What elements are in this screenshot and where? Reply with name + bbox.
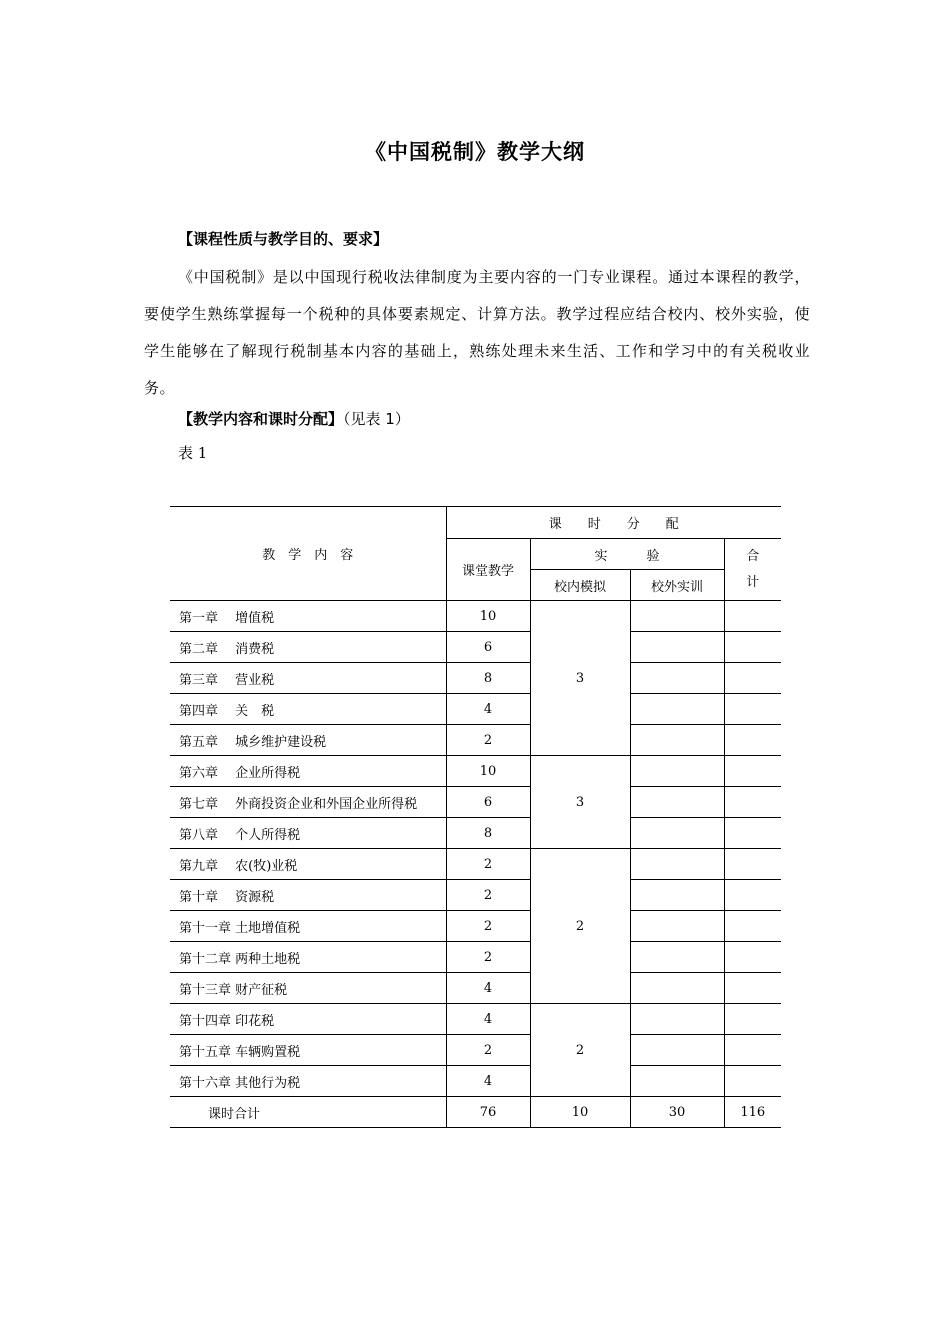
totals-total: 116 [724,1097,781,1128]
on-campus-hours-cell: 3 [530,756,630,849]
table-row [170,632,781,663]
table-body [170,601,781,1097]
table-row [170,601,781,632]
row-total-cell [724,787,781,818]
row-total-cell [724,911,781,942]
classroom-hours-cell: 2 [446,942,530,973]
off-campus-hours-cell [630,942,724,973]
classroom-hours-cell: 8 [446,818,530,849]
row-total-cell [724,818,781,849]
off-campus-hours-cell [630,1004,724,1035]
classroom-hours-cell: 6 [446,787,530,818]
row-total-cell [724,694,781,725]
row-total-cell [724,756,781,787]
section-heading-text: 【教学内容和课时分配】 [178,410,344,428]
off-campus-hours-cell [630,725,724,756]
table-row [170,973,781,1004]
table-row [170,880,781,911]
row-total-cell [724,725,781,756]
off-campus-hours-cell [630,849,724,880]
classroom-hours-cell: 2 [446,880,530,911]
chapter-cell: 第五章 城乡维护建设税 [170,725,446,756]
chapter-cell: 第三章 营业税 [170,663,446,694]
off-campus-hours-cell [630,632,724,663]
off-campus-hours-cell [630,818,724,849]
classroom-hours-cell: 4 [446,694,530,725]
section-heading-content-allocation [178,408,410,429]
off-campus-hours-cell [630,756,724,787]
chapter-cell: 第十四章 印花税 [170,1004,446,1035]
classroom-hours-cell: 10 [446,601,530,632]
table-row [170,911,781,942]
row-total-cell [724,849,781,880]
header-experiment: 实 验 [530,539,724,570]
row-total-cell [724,663,781,694]
chapter-cell: 第七章 外商投资企业和外国企业所得税 [170,787,446,818]
table-row [170,694,781,725]
row-total-cell [724,1004,781,1035]
header-on-campus: 校内模拟 [530,570,630,601]
row-total-cell [724,1035,781,1066]
table-label: 表 1 [178,444,208,462]
chapter-cell: 第一章 增值税 [170,601,446,632]
page-title: 《中国税制》教学大纲 [365,140,585,164]
row-total-cell [724,880,781,911]
classroom-hours-cell: 2 [446,849,530,880]
classroom-hours-cell: 2 [446,725,530,756]
classroom-hours-cell: 4 [446,1004,530,1035]
chapter-cell: 第十章 资源税 [170,880,446,911]
off-campus-hours-cell [630,1035,724,1066]
chapter-cell: 第十二章 两种土地税 [170,942,446,973]
chapter-cell: 第十六章 其他行为税 [170,1066,446,1097]
off-campus-hours-cell [630,694,724,725]
hours-allocation-table [170,506,781,1128]
on-campus-hours-cell: 3 [530,601,630,756]
off-campus-hours-cell [630,1066,724,1097]
classroom-hours-cell: 2 [446,1035,530,1066]
section-heading-note: （见表 1） [343,410,410,428]
classroom-hours-cell: 2 [446,911,530,942]
chapter-cell: 第十一章 土地增值税 [170,911,446,942]
row-total-cell [724,973,781,1004]
table-row [170,663,781,694]
totals-off-campus: 30 [630,1097,724,1128]
totals-classroom: 76 [446,1097,530,1128]
table-row [170,1066,781,1097]
table-row [170,1004,781,1035]
on-campus-hours-cell: 2 [530,1004,630,1097]
table-row [170,1035,781,1066]
totals-on-campus: 10 [530,1097,630,1128]
header-allocation: 课 时 分 配 [446,507,781,539]
row-total-cell [724,601,781,632]
table-row [170,849,781,880]
on-campus-hours-cell: 2 [530,849,630,1004]
chapter-cell: 第十五章 车辆购置税 [170,1035,446,1066]
table-row [170,787,781,818]
table-row [170,942,781,973]
totals-label: 课时合计 [170,1097,446,1128]
classroom-hours-cell: 8 [446,663,530,694]
classroom-hours-cell: 6 [446,632,530,663]
off-campus-hours-cell [630,663,724,694]
chapter-cell: 第九章 农(牧)业税 [170,849,446,880]
table-row [170,725,781,756]
header-off-campus: 校外实训 [630,570,724,601]
course-description: 《中国税制》是以中国现行税收法律制度为主要内容的一门专业课程。通过本课程的教学，要使学生熟练掌握每一个税种的具体要素规定、计算方法。教学过程应结合校内、校外实验，使学生能够在了解现行税制基本内容的基础上，熟练处理未来生活、工作和学习中的有关税收业务。 [144,268,810,397]
section-heading-course-nature: 【课程性质与教学目的、要求】 [178,230,389,248]
header-content: 教 学 内 容 [170,507,446,601]
chapter-cell: 第四章 关 税 [170,694,446,725]
off-campus-hours-cell [630,601,724,632]
table-row [170,756,781,787]
off-campus-hours-cell [630,880,724,911]
off-campus-hours-cell [630,973,724,1004]
off-campus-hours-cell [630,787,724,818]
off-campus-hours-cell [630,911,724,942]
classroom-hours-cell: 10 [446,756,530,787]
chapter-cell: 第八章 个人所得税 [170,818,446,849]
row-total-cell [724,1066,781,1097]
row-total-cell [724,942,781,973]
chapter-cell: 第六章 企业所得税 [170,756,446,787]
classroom-hours-cell: 4 [446,973,530,1004]
chapter-cell: 第十三章 财产征税 [170,973,446,1004]
header-classroom: 课堂教学 [446,539,530,601]
row-total-cell [724,632,781,663]
table-row [170,818,781,849]
chapter-cell: 第二章 消费税 [170,632,446,663]
classroom-hours-cell: 4 [446,1066,530,1097]
header-total: 合 计 [724,539,781,601]
